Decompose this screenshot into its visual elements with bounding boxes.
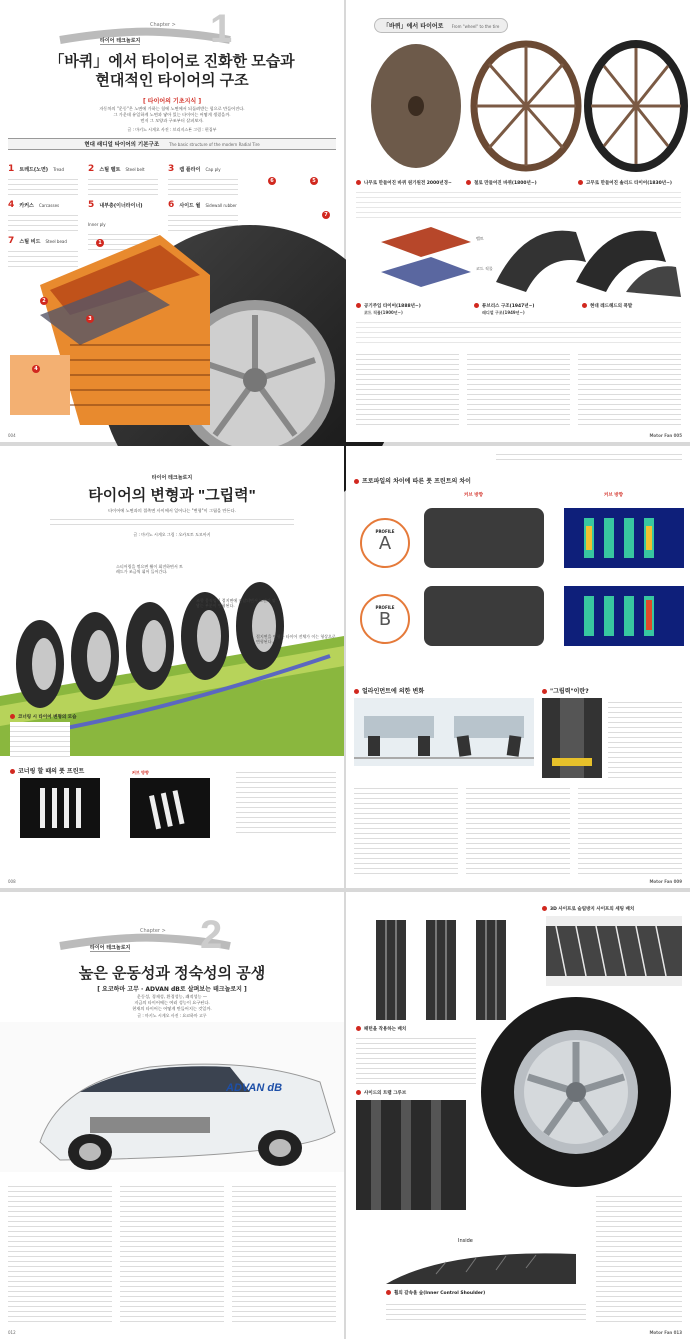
shoulder-label: 휠의 갈속울 숲(Inner Control Shoulder) [386, 1290, 485, 1296]
caption-body-2 [356, 318, 681, 344]
caption-wooden-wheel: 나무로 만들어진 바퀴 원기원전 2000년경~ [356, 180, 452, 186]
profile-letter: A [378, 533, 392, 554]
band-title-ko: 현대 래디얼 타이어의 기본구조 [84, 142, 160, 148]
caption-pneumatic: 공기주입 타이어(1888년~) [356, 303, 421, 309]
page-009 [346, 446, 690, 888]
section-grip: "그립력"이란? [542, 686, 589, 695]
page-title: 높은 운동성과 정숙성의 공생 [78, 965, 266, 982]
caption-cord: 코드 직물(1900년~) [364, 310, 403, 315]
side-text [236, 768, 336, 834]
page-004 [0, 0, 344, 442]
title-line-1: 「바퀴」에서 타이어로 진화한 모습과 [49, 53, 295, 70]
part-en: Carcasses [38, 203, 60, 208]
part-name: 카커스 [19, 203, 34, 209]
part-en: Steel belt [125, 167, 145, 172]
tire-layers-illustration [376, 222, 686, 302]
profile-a-badge [360, 518, 410, 568]
tire-cutaway-illustration [10, 175, 344, 435]
page-013 [346, 892, 690, 1339]
part-en: Sidewall rubber [205, 203, 237, 208]
credit: 글 : 마키노 시게오 사진 : 요코하마 고무 [137, 1013, 207, 1018]
top-label: 3D 사이프로 슬립방지 사이프의 세팅 배치 [542, 906, 634, 912]
part-name: 내부층(이너라이너) [99, 203, 143, 209]
lead-line: 먼저 그 모양과 구조부터 살펴보자. [140, 118, 204, 123]
title-line-2: 현대적인 타이어의 구조 [95, 72, 249, 89]
folio: Motor Fan 005 [649, 433, 682, 438]
part-name: 스틸 비드 [19, 239, 41, 245]
lead-line: 현재의 타이어는 어떻게 만들어지는 것일까. [132, 1006, 212, 1011]
marker-6: 6 [268, 177, 276, 185]
profile-label: PROFILE [375, 605, 395, 610]
page-005 [346, 0, 690, 442]
band-title [8, 138, 336, 150]
lead: 타이어에 노면과의 접촉면 사이에서 일어나는 "변형"이 그립을 만든다. [108, 508, 236, 513]
grip-illustration [542, 698, 602, 778]
page-title: 타이어의 변형과 "그립력" [88, 487, 256, 504]
text-column [467, 350, 570, 428]
caption-body [356, 188, 681, 218]
body-text [354, 784, 682, 874]
footprint-cornering [130, 778, 210, 838]
marker-4: 4 [32, 365, 40, 373]
caption-tubeless: 튜브리스 구조(1947년~) [474, 303, 534, 309]
part-number: 3 [168, 164, 175, 174]
folio: 012 [8, 1330, 16, 1335]
lead-line: 자동차의 "운동"은 노면에 가하는 힘에 노면에서 되돌려받는 힘으로 만들어진다. [99, 106, 245, 111]
lead-line: 운동성, 경제성, 환경성능, 쾌적성능 — [136, 994, 208, 999]
text-column [232, 1182, 336, 1324]
profile-label: PROFILE [375, 529, 395, 534]
profile-a [354, 493, 684, 564]
part-en: Steel bead [45, 239, 67, 244]
page-008 [0, 446, 344, 888]
text-column [466, 784, 570, 874]
page-title [0, 52, 344, 90]
top-note [496, 450, 682, 462]
side-text [596, 1192, 682, 1322]
part-number: 1 [8, 164, 15, 174]
section-header [374, 18, 508, 33]
part-number: 7 [8, 236, 15, 246]
part-number: 4 [8, 200, 15, 210]
note-title: 코너링 시 타이어 변형의 모습 [10, 714, 76, 720]
layer-label-belt: 벨트 [476, 236, 484, 241]
chapter-label: 타이어 테크놀로지 [90, 945, 131, 951]
marker-2: 2 [40, 297, 48, 305]
marker-5: 5 [310, 177, 318, 185]
inside-label: Inside [458, 1238, 473, 1244]
caption-solid-tire: 고무로 만들어진 솔리드 타이어(1830년~) [578, 180, 672, 186]
dir-label: 커브 방향 [464, 493, 483, 498]
profile-b [354, 586, 684, 646]
footprint-straight [20, 778, 100, 838]
callout-2: 조향 움직임이 접지면에 전달되면서 노면과 맞닿는 부분이 변형된다. [196, 598, 276, 608]
credit: 글 : 마키노 시게오 사진 : 브리지스톤 그림 : 편집부 [127, 127, 217, 132]
dir-label: 커브 방향 [604, 493, 623, 498]
marker-7: 7 [322, 211, 330, 219]
chapter-number: 2 [200, 913, 223, 957]
section-groove: 사이드의 트랩 그루브 [356, 1090, 406, 1096]
text-column [354, 784, 458, 874]
profile-b-badge [360, 594, 410, 644]
alignment-illustration [354, 698, 534, 766]
folio: 004 [8, 433, 16, 438]
profile-b-tire [424, 586, 544, 646]
grip-text [608, 698, 682, 778]
part-name: 사이드 월 [179, 203, 201, 209]
part-name: 스틸 벨트 [99, 167, 121, 173]
note-text [10, 722, 70, 760]
part-en: Cap ply [205, 167, 221, 172]
chapter-swoosh [60, 7, 233, 51]
lead-line: 그 가운데 유일하게 노면과 닿아 있는 타이어는 어떻게 생겼을까. [113, 112, 231, 117]
part-number: 6 [168, 200, 175, 210]
chapter-number: 1 [210, 7, 233, 51]
credit: 글 : 마키노 시게오 그림 : 오카모토 도모아키 [133, 532, 211, 537]
car-logo: ADVAN dB [226, 1082, 283, 1094]
profile-a-tire [424, 508, 544, 568]
text-column [578, 350, 681, 428]
chapter-label: 타이어 테크놀로지 [100, 38, 141, 44]
text-column [120, 1182, 224, 1324]
caption-iron-wheel: 철로 만들어진 바퀴(1800년~) [466, 180, 537, 186]
profile-letter: B [378, 609, 392, 630]
profile-a-footprint [564, 508, 684, 568]
text-column [578, 784, 682, 874]
folio: Motor Fan 013 [649, 1330, 682, 1335]
callout-3: 접지면을 변형한 타이어 전체가 이는 형상으로 변형된다. [256, 634, 336, 644]
pattern-text [356, 1034, 476, 1084]
text-column [356, 350, 459, 428]
part-name: 캡 플라이 [179, 167, 201, 173]
lead-lines [50, 515, 294, 529]
part-name: 트레드(노면) [19, 167, 49, 173]
shoulder-text [386, 1300, 586, 1324]
folio: Motor Fan 009 [649, 879, 682, 884]
lead-line: 지금의 타이어에는 여러 성능이 요구된다. [134, 1000, 210, 1005]
body-text [356, 350, 681, 428]
chapter-label: 타이어 테크놀로지 [151, 475, 193, 481]
bottom-title: 코너링 할 때의 풋 프린트 [10, 766, 84, 775]
header-en: From "wheel" to the tire [451, 24, 500, 29]
folio: 008 [8, 879, 16, 884]
band-title-en: The basic structure of the modern Radial Tire [169, 142, 260, 147]
lead [20, 106, 324, 124]
part-number: 2 [88, 164, 95, 174]
sipe-detail [546, 916, 682, 986]
subtitle: [ 타이어의 기초지식 ] [142, 98, 202, 105]
section-pattern: 패턴을 작용하는 배치 [356, 1026, 406, 1032]
section-profile: 프로파일의 차이에 따른 풋 프린트의 차이 [354, 476, 471, 485]
callout-1: 스티어링을 꺾으면 휠이 회전하면서 트레드가 조금씩 휘어 들어간다. [116, 564, 183, 574]
section-alignment: 얼라인먼트에 의한 변화 [354, 686, 424, 695]
subtitle: [ 요코하마 고무 · ADVAN dB로 살펴보는 테크놀로지 ] [97, 986, 247, 993]
header-text: 「바퀴」에서 타이어로 [383, 23, 444, 30]
body-text [8, 1182, 336, 1324]
layer-label-cord: 코드 직물 [476, 266, 493, 271]
groove-illustration [356, 1100, 466, 1210]
text-column [8, 1182, 112, 1324]
wheel-evolution-illustrations [356, 36, 686, 176]
shoulder-illustration [386, 1244, 576, 1284]
lead [20, 994, 324, 1012]
caption-radial: 래디얼 구조(1949년~) [482, 310, 525, 315]
marker-3: 3 [86, 315, 94, 323]
part-en: Tread [53, 167, 65, 172]
marker-1: 1 [96, 239, 104, 247]
chapter-word: Chapter > [140, 928, 166, 934]
profile-b-footprint [564, 586, 684, 646]
page-012 [0, 892, 344, 1339]
chapter-word: Chapter > [150, 22, 176, 28]
car-photo [0, 1022, 344, 1172]
tire-wheel-illustration [476, 992, 676, 1192]
curve-direction-label: 커브 방향 [132, 770, 149, 775]
part-number: 5 [88, 200, 95, 210]
caption-modern: 현대 레드헤드의 폭발 [582, 303, 632, 309]
part-en: Inner ply [88, 222, 106, 227]
